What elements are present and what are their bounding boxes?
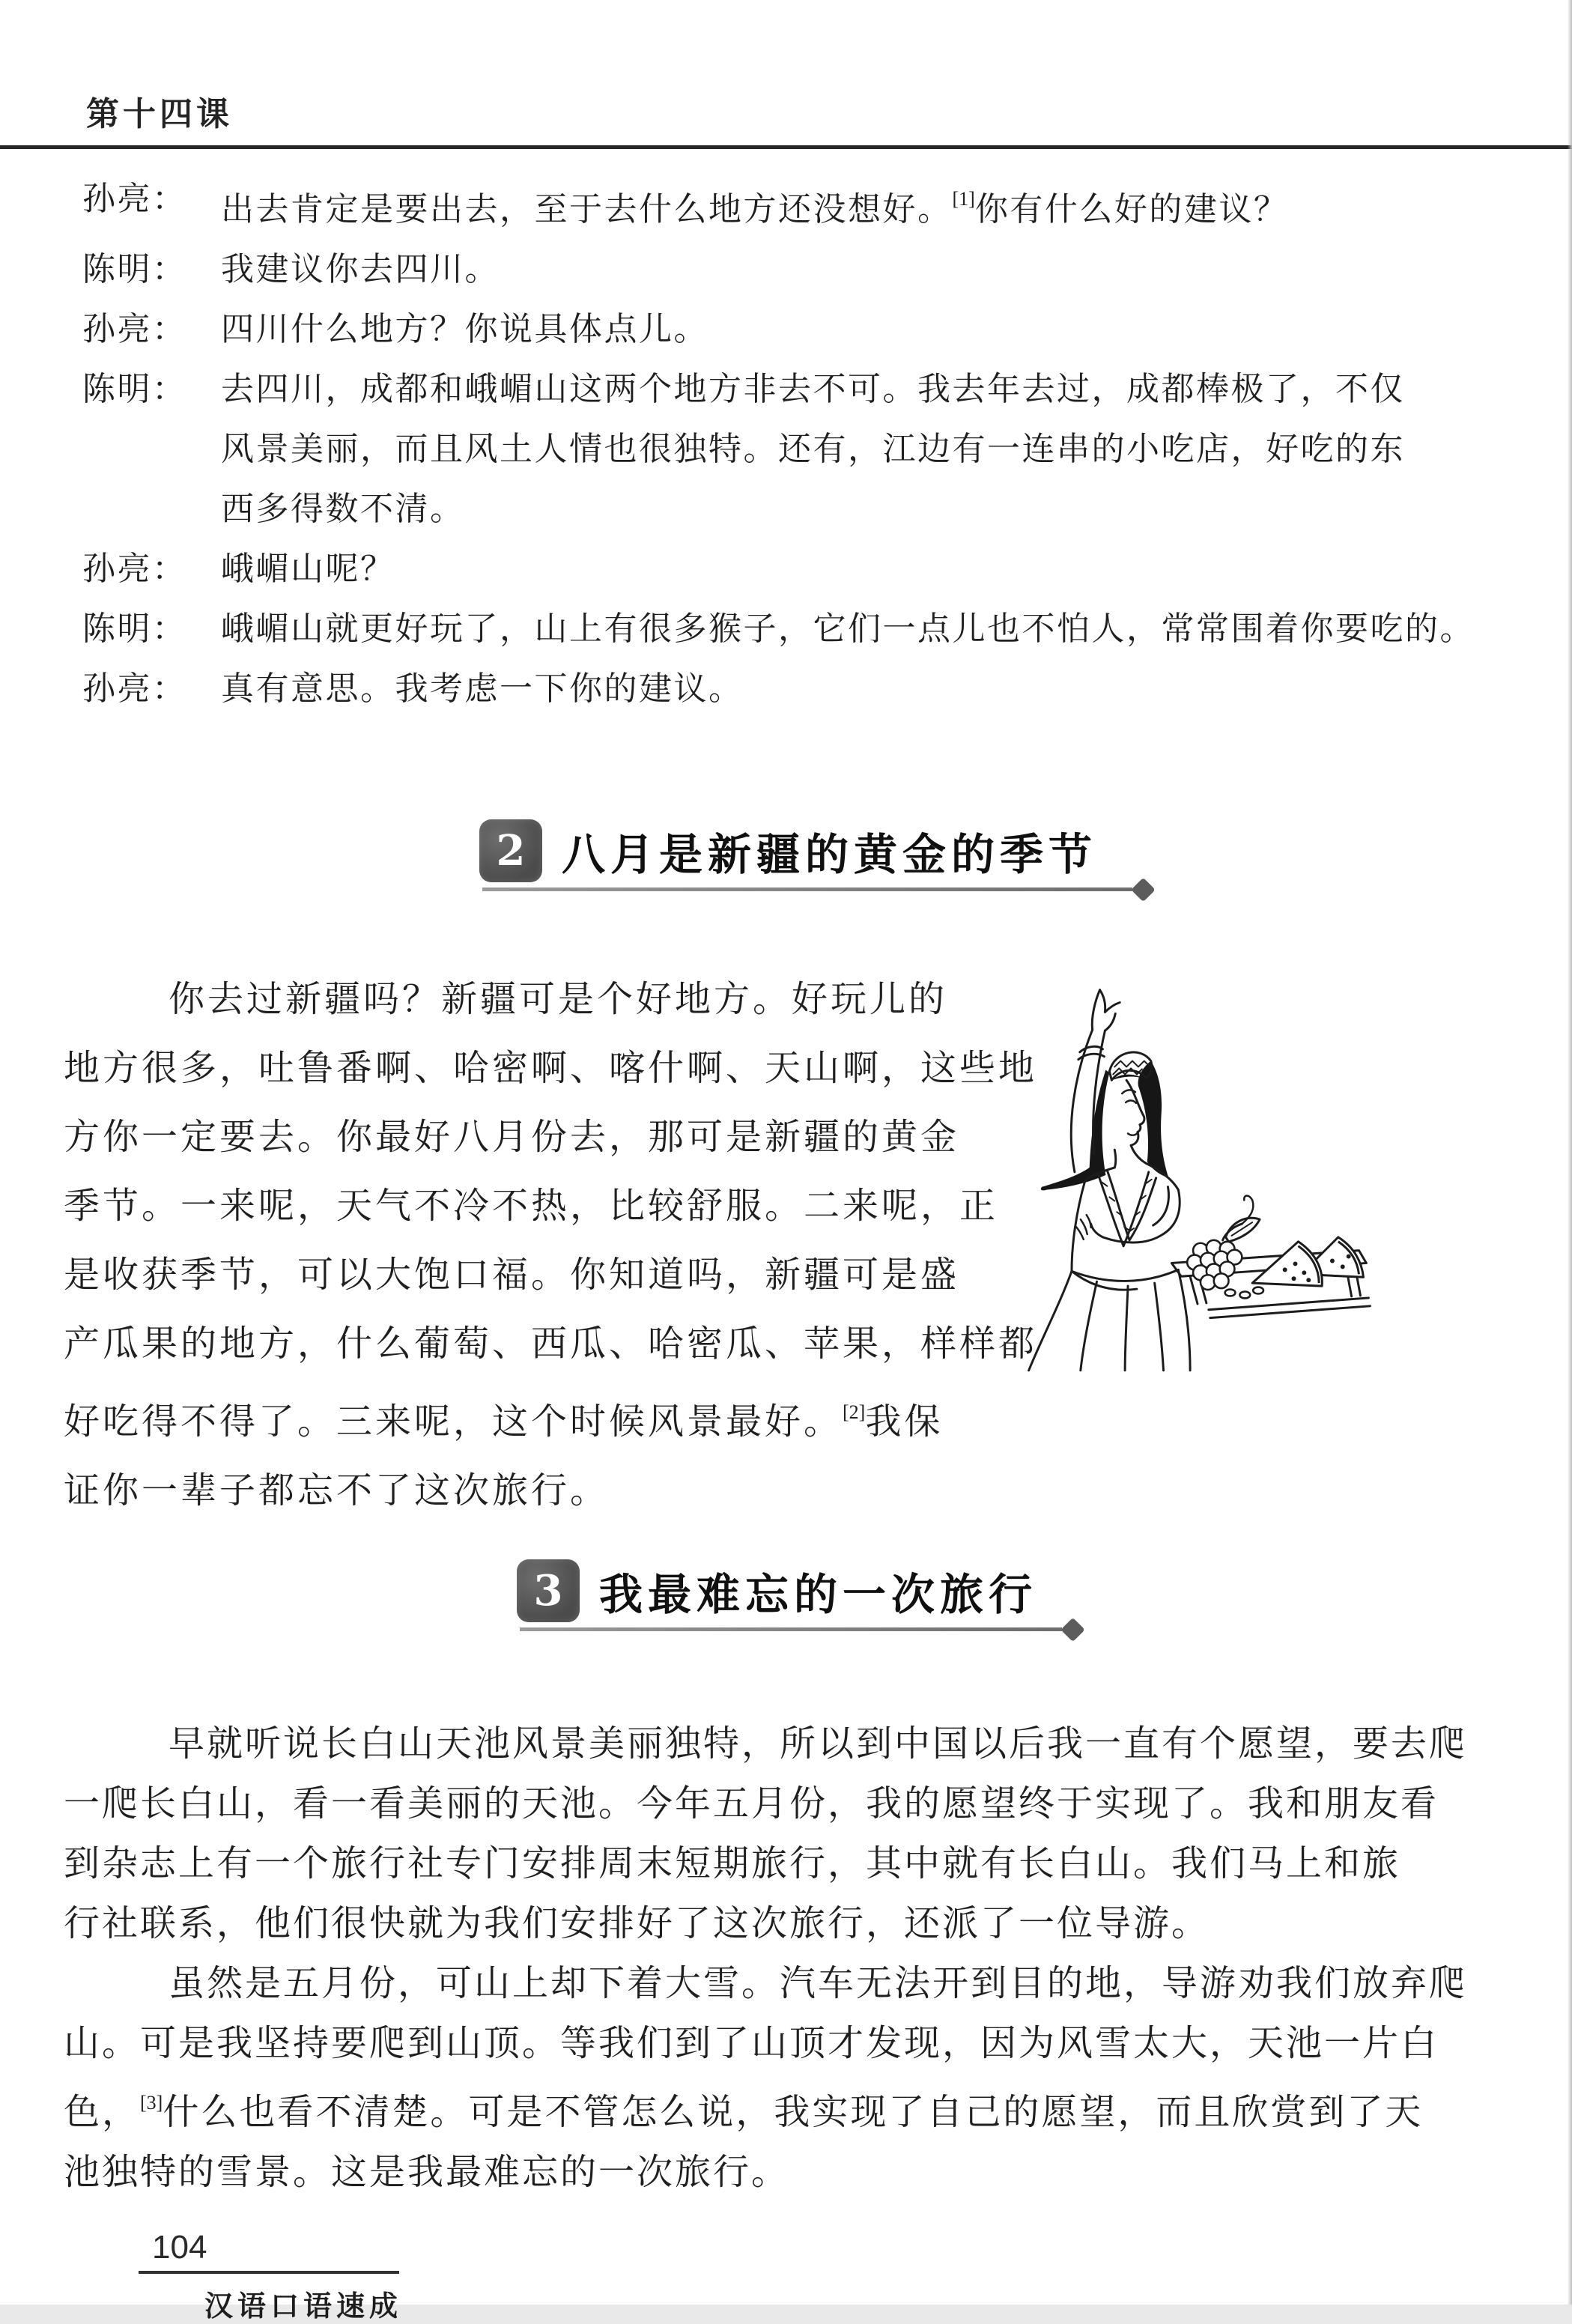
footer-rule bbox=[139, 2271, 399, 2274]
section2-underline bbox=[482, 888, 1132, 891]
dialogue-line: 四川什么地方？你说具体点儿。 bbox=[221, 310, 708, 348]
speaker-name: 陈明： bbox=[82, 370, 187, 408]
dialogue-turn-lines bbox=[221, 659, 1508, 719]
section3-body bbox=[64, 1714, 1508, 2202]
section3-line: 行社联系，他们很快就为我们安排好了这次旅行，还派了一位导游。 bbox=[64, 1902, 1210, 1944]
section3-line: 早就听说长白山天池风景美丽独特，所以到中国以后我一直有个愿望，要去爬 bbox=[169, 1723, 1468, 1765]
dialogue-turn-lines bbox=[221, 300, 1508, 359]
speaker-name: 陈明： bbox=[82, 250, 187, 288]
dialogue-turn bbox=[82, 539, 1508, 599]
dialogue-turn bbox=[82, 599, 1508, 659]
speaker-name: 陈明： bbox=[82, 610, 187, 648]
dialogue-line: 我建议你去四川。 bbox=[221, 250, 500, 288]
illustration-uyghur-girl-dancing bbox=[1004, 953, 1522, 1374]
page-number: 104 bbox=[152, 2229, 207, 2266]
dialogue-turn bbox=[82, 359, 1508, 539]
section2-line: 是收获季节，可以大饱口福。你知道吗，新疆可是盛 bbox=[64, 1254, 960, 1296]
dialogue-line: 真有意思。我考虑一下你的建议。 bbox=[221, 670, 744, 708]
section3-line: 一爬长白山，看一看美丽的天池。今年五月份，我的愿望终于实现了。我和朋友看 bbox=[64, 1783, 1439, 1824]
section2-line: 你去过新疆吗？新疆可是个好地方。好玩儿的 bbox=[169, 978, 948, 1020]
lesson-title: 第十四课 bbox=[86, 96, 233, 133]
book-title: 汉语口语速成 bbox=[204, 2289, 403, 2323]
section2-line: 好吃得不得了。三来呢，这个时候风景最好。[2]我保 bbox=[64, 1401, 944, 1442]
section3-line: 山。可是我坚持要爬到山顶。等我们到了山顶才发现，因为风雪太大，天池一片白 bbox=[64, 2022, 1439, 2064]
dialogue-line: 峨嵋山就更好玩了，山上有很多猴子，它们一点儿也不怕人，常常围着你要吃的。 bbox=[221, 610, 1475, 648]
footnote-ref: [2] bbox=[843, 1401, 866, 1423]
section2-heading bbox=[479, 815, 1572, 887]
dialogue-turn-lines bbox=[221, 169, 1508, 240]
page-header bbox=[0, 0, 1572, 135]
section3-underline bbox=[520, 1627, 1062, 1631]
section3-line: 色，[3]什么也看不清楚。可是不管怎么说，我实现了自己的愿望，而且欣赏到了天 bbox=[64, 2091, 1424, 2133]
section3-title: 我最难忘的一次旅行 bbox=[599, 1571, 1038, 1619]
dialogue-line: 去四川，成都和峨嵋山这两个地方非去不可。我去年去过，成都棒极了，不仅 bbox=[221, 370, 1405, 408]
dialogue bbox=[82, 169, 1508, 719]
dialogue-turn-lines bbox=[221, 359, 1508, 539]
section2-line: 产瓜果的地方，什么葡萄、西瓜、哈密瓜、苹果，样样都 bbox=[64, 1323, 1038, 1365]
section2-line: 证你一辈子都忘不了这次旅行。 bbox=[64, 1469, 610, 1511]
section3-line: 池独特的雪景。这是我最难忘的一次旅行。 bbox=[64, 2151, 790, 2193]
section2-line: 季节。一来呢，天气不冷不热，比较舒服。二来呢，正 bbox=[64, 1185, 999, 1227]
section3-line: 虽然是五月份，可山上却下着大雪。汽车无法开到目的地，导游劝我们放弃爬 bbox=[169, 1962, 1468, 2004]
speaker-name: 孙亮： bbox=[82, 670, 187, 708]
dialogue-line: 西多得数不清。 bbox=[221, 490, 465, 528]
speaker-name: 孙亮： bbox=[82, 550, 187, 588]
dialogue-line: 峨嵋山呢？ bbox=[221, 550, 395, 588]
dialogue-turn bbox=[82, 659, 1508, 719]
section3-line: 到杂志上有一个旅行社专门安排周末短期旅行，其中就有长白山。我们马上和旅 bbox=[64, 1842, 1401, 1884]
page-footer bbox=[139, 2229, 1572, 2324]
section3-paragraph bbox=[64, 1953, 1508, 2202]
dialogue-turn-lines bbox=[221, 539, 1508, 599]
footnote-ref: [1] bbox=[952, 188, 975, 210]
dialogue-line: 风景美丽，而且风土人情也很独特。还有，江边有一连串的小吃店，好吃的东 bbox=[221, 430, 1405, 468]
section2-text bbox=[64, 965, 1038, 1525]
section2-title: 八月是新疆的黄金的季节 bbox=[562, 831, 1098, 879]
footnote-ref: [3] bbox=[140, 2092, 163, 2114]
dialogue-turn bbox=[82, 240, 1508, 300]
section3-number-badge: 3 bbox=[517, 1559, 580, 1622]
speaker-name: 孙亮： bbox=[82, 310, 187, 348]
dialogue-turn-lines bbox=[221, 599, 1508, 659]
speaker-name: 孙亮： bbox=[82, 180, 187, 218]
dialogue-turn bbox=[82, 169, 1508, 240]
section3-heading bbox=[517, 1555, 1572, 1627]
section2-body bbox=[64, 965, 1508, 1525]
dialogue-line: 出去肯定是要出去，至于去什么地方还没想好。[1]你有什么好的建议？ bbox=[221, 188, 1289, 228]
dialogue-turn-lines bbox=[221, 240, 1508, 300]
dialogue-turn bbox=[82, 300, 1508, 359]
section2-number-badge: 2 bbox=[479, 819, 542, 882]
section3-paragraph bbox=[64, 1714, 1508, 1953]
section2-line: 方你一定要去。你最好八月份去，那可是新疆的黄金 bbox=[64, 1116, 960, 1158]
header-rule bbox=[0, 145, 1572, 149]
section2-line: 地方很多，吐鲁番啊、哈密啊、喀什啊、天山啊，这些地 bbox=[64, 1047, 1038, 1089]
